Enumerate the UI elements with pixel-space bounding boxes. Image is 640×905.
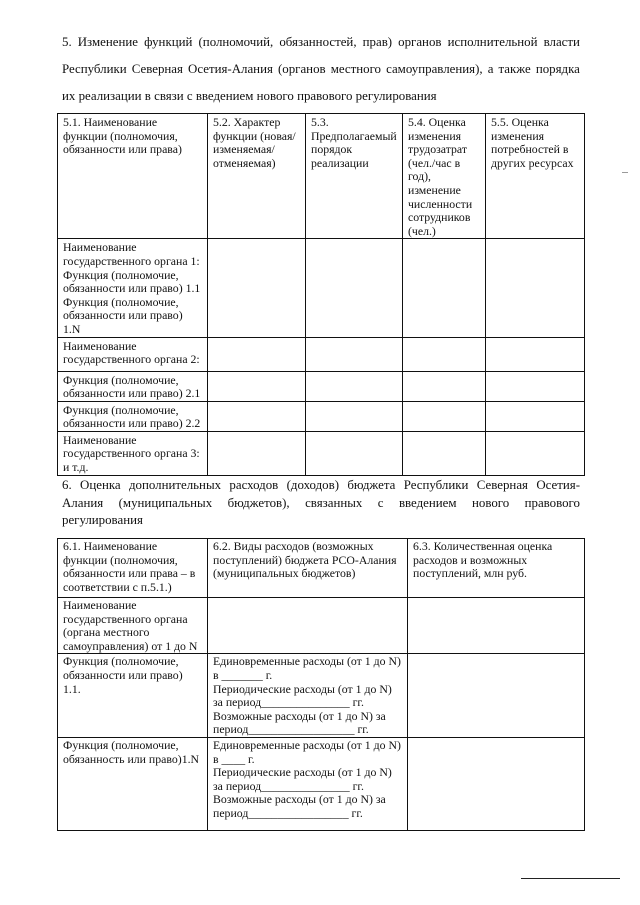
heading-word: Республики (62, 62, 127, 76)
heading-word: с (377, 495, 384, 510)
heading-word: Осетия-Алания (188, 62, 273, 76)
empty-cell (403, 371, 486, 401)
table-row (58, 431, 585, 475)
header-function-character: 5.2. Характер функции (новая/ изменяемая/ отменяемая) (208, 114, 306, 239)
table-row (58, 337, 585, 371)
heading-word: органов (398, 35, 442, 49)
empty-cell (208, 598, 408, 654)
heading-word: Изменение (77, 35, 138, 49)
heading-word: правового (524, 495, 580, 510)
heading-word: местного (330, 62, 381, 76)
empty-cell (208, 337, 306, 371)
section-5-heading-line-2 (62, 56, 580, 83)
header-other-resources-estimate: 5.5. Оценка изменения потребностей в других ресурсах (486, 114, 585, 239)
row-label: Наименование государственного органа 3: и т.д. (58, 431, 208, 475)
section-5-heading-line-3: их реализации в связи с введением нового правового регулирования (62, 89, 437, 103)
section-6-heading-line-3: регулирования (62, 513, 143, 527)
section-6-heading-line-1 (62, 477, 580, 495)
heading-word: исполнительной (447, 35, 538, 49)
row-label: Наименование государственного органа 1: Функция (полномочие, обязанности или право) 1.1 Функция (полномочие, обязанности или право) 1.N (58, 239, 208, 337)
heading-word: Оценка (80, 478, 121, 492)
empty-cell (306, 239, 403, 337)
row-label: Функция (полномочие, обязанность или право)1.N (58, 737, 208, 830)
empty-cell (306, 371, 403, 401)
table-row (58, 239, 585, 337)
heading-word: самоуправления), (386, 62, 483, 76)
heading-word: функций (144, 35, 193, 49)
empty-cell (486, 431, 585, 475)
empty-cell (306, 401, 403, 431)
heading-word: обязанностей, (279, 35, 357, 49)
heading-word: Республики (403, 478, 469, 492)
empty-cell (486, 337, 585, 371)
heading-word: Осетия- (536, 478, 580, 492)
empty-cell (208, 239, 306, 337)
empty-cell (408, 737, 585, 830)
expense-types-cell: Единовременные расходы (от 1 до N) в ____ г. Периодические расходы (от 1 до N) за период_______________ гг. Возможные расходы (от 1 до N) за период_________________ гг. (208, 737, 408, 830)
footnote-separator (521, 878, 620, 879)
budget-expenses-table (57, 538, 585, 831)
heading-word: а (487, 62, 494, 76)
row-label: Функция (полномочие, обязанности или право) 1.1. (58, 654, 208, 738)
heading-word: власти (543, 35, 580, 49)
table-row (58, 737, 585, 830)
empty-cell (486, 371, 585, 401)
header-function-name: 5.1. Наименование функции (полномочия, обязанности или права) (58, 114, 208, 239)
header-function-name: 6.1. Наименование функции (полномочия, обязанности или права – в соответствии с п.5.1.) (58, 539, 208, 598)
section-5-heading (62, 29, 580, 110)
heading-word: Алания (62, 495, 104, 510)
heading-word: введением (398, 495, 457, 510)
heading-word: бюджета (347, 478, 396, 492)
heading-word: Северная (476, 478, 528, 492)
empty-cell (486, 401, 585, 431)
heading-word: нового (471, 495, 510, 510)
empty-cell (408, 598, 585, 654)
header-implementation-order: 5.3. Предполагаемый порядок реализации (306, 114, 403, 239)
row-label: Наименование государственного органа (органа местного самоуправления) от 1 до N (58, 598, 208, 654)
heading-word: (полномочий, (198, 35, 274, 49)
expense-types-cell: Единовременные расходы (от 1 до N) в _______ г. Периодические расходы (от 1 до N) за период_______________ гг. Возможные расходы (от 1 до N) за период__________________ гг. (208, 654, 408, 738)
empty-cell (208, 371, 306, 401)
table-header-row (58, 114, 585, 239)
heading-word: (органов (277, 62, 326, 76)
table-row (58, 371, 585, 401)
heading-word: порядка (535, 62, 580, 76)
scan-mark (622, 172, 628, 173)
empty-cell (208, 431, 306, 475)
section-6-heading (62, 477, 580, 530)
empty-cell (306, 337, 403, 371)
heading-word: связанных (305, 495, 363, 510)
empty-cell (403, 239, 486, 337)
empty-cell (486, 239, 585, 337)
heading-word: бюджетов), (227, 495, 290, 510)
heading-word: 5. (62, 35, 72, 49)
table-header-row (58, 539, 585, 598)
heading-word: расходов (229, 478, 279, 492)
heading-word: (муниципальных (118, 495, 213, 510)
functions-change-table (57, 113, 585, 476)
empty-cell (403, 431, 486, 475)
row-label: Функция (полномочие, обязанности или право) 2.2 (58, 401, 208, 431)
empty-cell (403, 401, 486, 431)
table-row (58, 654, 585, 738)
empty-cell (306, 431, 403, 475)
empty-cell (208, 401, 306, 431)
header-quantitative-estimate: 6.3. Количественная оценка расходов и возможных поступлений, млн руб. (408, 539, 585, 598)
header-expense-types: 6.2. Виды расходов (возможных поступлений) бюджета РСО-Алания (муниципальных бюджетов) (208, 539, 408, 598)
table-row (58, 401, 585, 431)
heading-word: дополнительных (128, 478, 222, 492)
heading-word: Северная (131, 62, 183, 76)
table-row (58, 598, 585, 654)
heading-word: также (498, 62, 531, 76)
empty-cell (408, 654, 585, 738)
heading-word: (доходов) (286, 478, 339, 492)
row-label: Функция (полномочие, обязанности или право) 2.1 (58, 371, 208, 401)
empty-cell (403, 337, 486, 371)
section-6-heading-line-2 (62, 495, 580, 513)
heading-word: прав) (362, 35, 393, 49)
section-5-heading-line-1 (62, 29, 580, 56)
heading-word: 6. (62, 478, 72, 492)
row-label: Наименование государственного органа 2: (58, 337, 208, 371)
header-labor-cost-estimate: 5.4. Оценка изменения трудозатрат (чел./час в год), изменение численности сотрудников (чел.) (403, 114, 486, 239)
